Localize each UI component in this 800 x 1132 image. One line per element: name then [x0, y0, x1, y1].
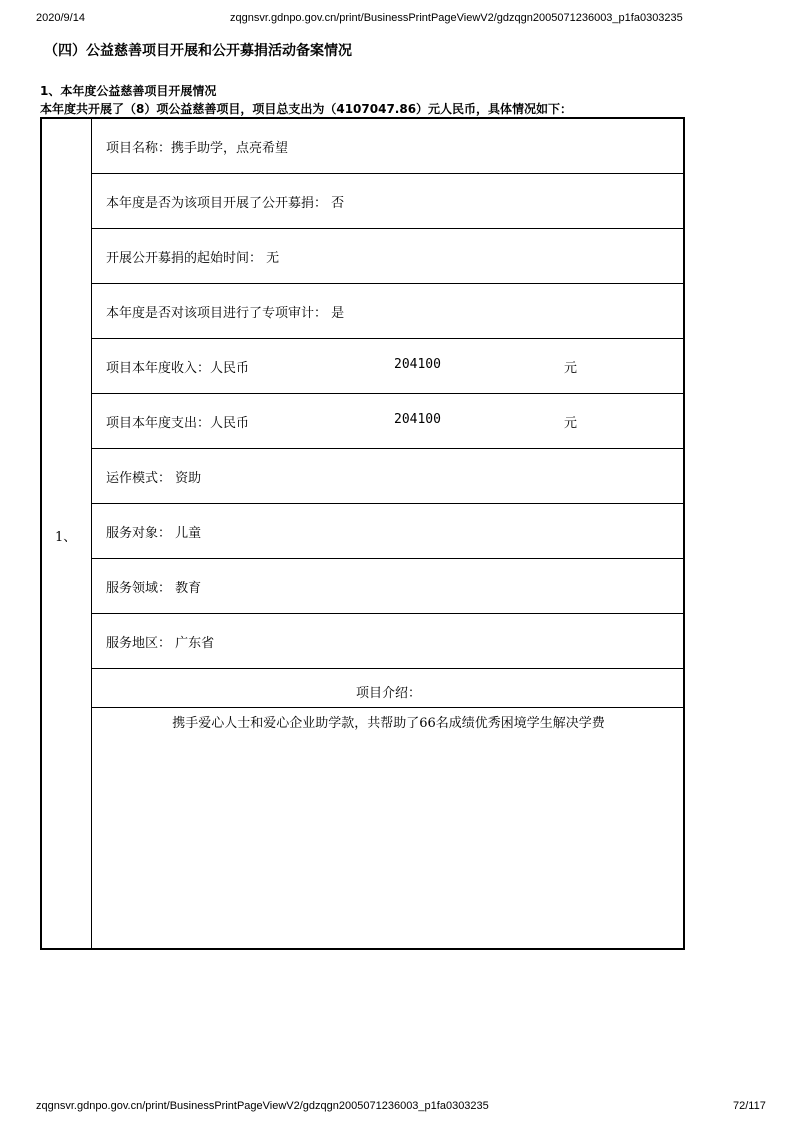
field-row-income: [92, 339, 685, 394]
summary-line: 本年度共开展了（8）项公益慈善项目，项目总支出为（4107047.86）元人民币，具体情况如下：: [40, 102, 573, 116]
project-table: [40, 117, 685, 950]
special-audit: 本年度是否对该项目进行了专项审计： 是: [106, 306, 345, 321]
field-row-operation-mode: [92, 449, 685, 504]
project-intro-text: 携手爱心人士和爱心企业助学款，共帮助了66名成绩优秀困境学生解决学费: [172, 716, 605, 731]
operation-mode: 运作模式： 资助: [106, 471, 202, 486]
field-row-service-region: [92, 614, 685, 669]
service-region: 服务地区： 广东省: [106, 636, 215, 651]
project-index: 1、: [55, 530, 77, 545]
income-unit: 元: [564, 361, 578, 376]
field-row-service-field: [92, 559, 685, 614]
field-row-project-name: [92, 119, 685, 174]
field-row-expense: [92, 394, 685, 449]
service-target: 服务对象： 儿童: [106, 526, 202, 541]
print-date: 2020/9/14: [36, 12, 85, 24]
expense-unit: 元: [564, 416, 578, 431]
print-footer-url: zqgnsvr.gdnpo.gov.cn/print/BusinessPrintPageViewV2/gdzqgn2005071236003_p1fa0303235: [36, 1100, 489, 1112]
public-fundraising: 本年度是否为该项目开展了公开募捐： 否: [106, 196, 345, 211]
field-row-special-audit: [92, 284, 685, 339]
section-title: （四）公益慈善项目开展和公开募捐活动备案情况: [44, 43, 352, 59]
project-name: 项目名称：携手助学，点亮希望: [106, 141, 289, 156]
print-header-url: zqgnsvr.gdnpo.gov.cn/print/BusinessPrintPageViewV2/gdzqgn2005071236003_p1fa0303235: [230, 12, 683, 24]
project-intro-header: [92, 672, 685, 708]
service-field: 服务领域： 教育: [106, 581, 202, 596]
income-amount: 204100: [394, 357, 441, 372]
field-row-fundraising-start: [92, 229, 685, 284]
fundraising-start-time: 开展公开募捐的起始时间： 无: [106, 251, 280, 266]
expense-label: 项目本年度支出：人民币: [106, 416, 250, 431]
project-intro-label: 项目介绍：: [355, 686, 421, 701]
field-row-service-target: [92, 504, 685, 559]
expense-amount: 204100: [394, 412, 441, 427]
project-index-cell: [42, 119, 92, 948]
field-row-public-fundraising: [92, 174, 685, 229]
subsection-title: 1、本年度公益慈善项目开展情况: [40, 84, 217, 98]
income-label: 项目本年度收入：人民币: [106, 361, 250, 376]
project-intro-body: [92, 708, 685, 948]
page-number: 72/117: [733, 1100, 766, 1112]
